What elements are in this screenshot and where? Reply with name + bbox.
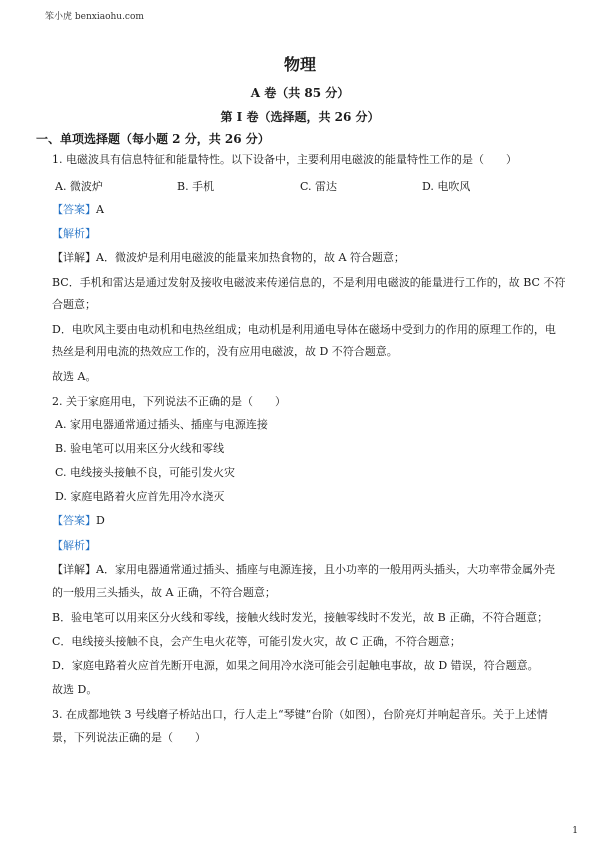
q1-answer: [52, 203, 104, 217]
q1-stem: 1. 电磁波具有信息特征和能量特性。以下设备中，主要利用电磁波的能量特性工作的是（ ）: [52, 153, 517, 166]
q2-option-c: C. 电线接头接触不良，可能引发火灾: [55, 466, 236, 479]
subject-title: 物理: [283, 55, 316, 74]
q1-detail-line: [52, 251, 405, 265]
volume-title: A 卷（共 85 分）: [250, 86, 350, 100]
q2-option-b: B. 验电笔可以用来区分火线和零线: [55, 442, 225, 455]
answer-value: A: [96, 203, 104, 216]
answer-value: D: [96, 514, 105, 527]
q1-option-c: C. 雷达: [300, 180, 338, 193]
q2-stem: 2. 关于家庭用电，下列说法不正确的是（ ）: [52, 395, 286, 408]
q2-option-a: A. 家用电器通常通过插头、插座与电源连接: [55, 418, 268, 431]
q1-option-d: D. 电吹风: [422, 180, 471, 193]
q2-detail-line: 的一般用三头插头，故 A 正确，不符合题意；: [52, 586, 276, 599]
section-heading: 一、单项选择题（每小题 2 分，共 26 分）: [36, 132, 270, 146]
page-number: 1: [572, 826, 578, 836]
detail-tag: 【详解】: [52, 251, 96, 264]
detail-text: A．家用电器通常通过插头、插座与电源连接，且小功率的一般用两头插头，大功率带金属外壳: [96, 563, 555, 576]
q2-analysis-tag: 【解析】: [52, 539, 96, 552]
q2-answer: [52, 514, 105, 528]
q2-detail-line: C．电线接头接触不良，会产生电火花等，可能引发火灾，故 C 正确，不符合题意；: [52, 635, 461, 648]
q1-detail-line: 故选 A。: [52, 370, 97, 383]
q1-analysis-tag: 【解析】: [52, 227, 96, 240]
q1-option-a: A. 微波炉: [55, 180, 103, 193]
q2-option-d: D. 家庭电路着火应首先用冷水浇灭: [55, 490, 225, 503]
q3-stem-line: 景，下列说法正确的是（ ）: [52, 731, 206, 744]
q1-detail-line: BC．手机和雷达是通过发射及接收电磁波来传递信息的，不是利用电磁波的能量进行工作的，故 BC 不符: [52, 276, 566, 289]
detail-tag: 【详解】: [52, 563, 96, 576]
q2-detail-line: [52, 563, 555, 577]
q1-detail-line: 合题意；: [52, 298, 96, 311]
q2-detail-line: D．家庭电路着火应首先断开电源，如果之间用冷水浇可能会引起触电事故，故 D 错误，符合题意。: [52, 659, 539, 672]
detail-text: A．微波炉是利用电磁波的能量来加热食物的，故 A 符合题意；: [96, 251, 405, 264]
q1-detail-line: D．电吹风主要由电动机和电热丝组成；电动机是利用通电导体在磁场中受到力的作用的原理工作的，电: [52, 323, 556, 336]
q2-detail-line: B．验电笔可以用来区分火线和零线，接触火线时发光，接触零线时不发光，故 B 正确，不符合题意；: [52, 611, 549, 624]
answer-tag: 【答案】: [52, 203, 96, 216]
q2-detail-line: 故选 D。: [52, 683, 98, 696]
q1-detail-line: 热丝是利用电流的热效应工作的，没有应用电磁波，故 D 不符合题意。: [52, 345, 398, 358]
part-title: 第 I 卷（选择题，共 26 分）: [220, 110, 380, 124]
answer-tag: 【答案】: [52, 514, 96, 527]
q3-stem-line: 3. 在成都地铁 3 号线磨子桥站出口，行人走上“琴键”台阶（如图），台阶亮灯并响起音乐。关于上述情: [52, 708, 548, 721]
q1-option-b: B. 手机: [177, 180, 215, 193]
header-watermark: 笨小虎 benxiaohu.com: [45, 12, 144, 22]
